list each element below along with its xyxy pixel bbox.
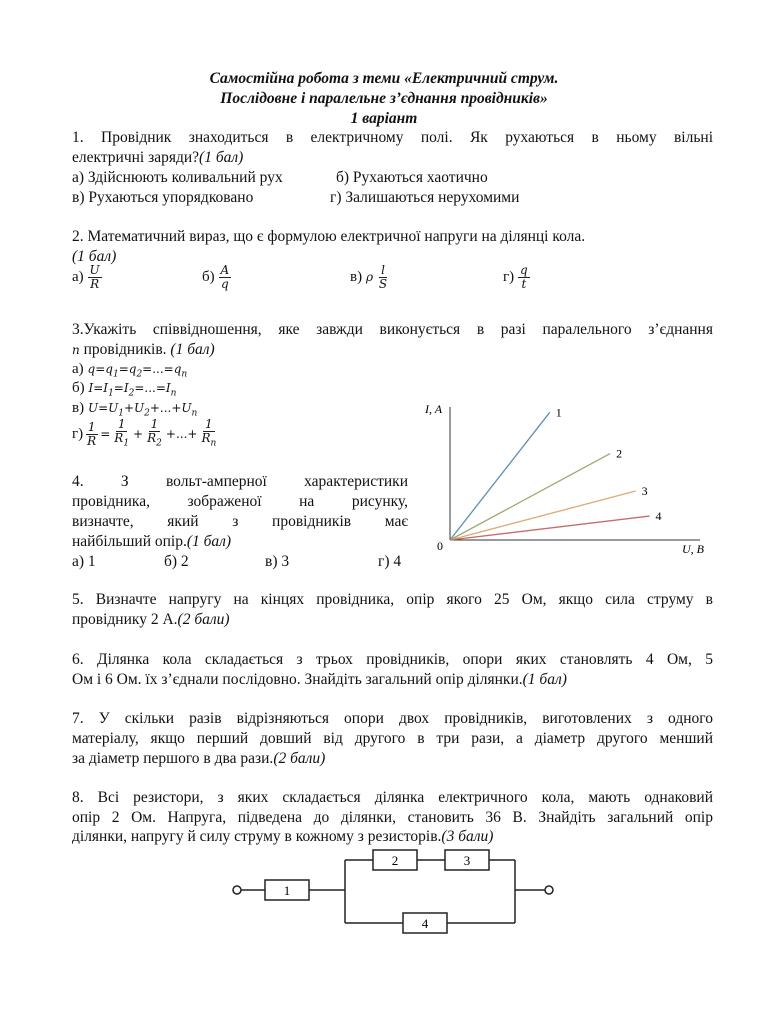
q3-equation-v (87, 401, 198, 419)
q7-points: (2 бали) (273, 750, 326, 767)
terminal-left (233, 886, 241, 894)
q2-g-denominator: t (521, 277, 527, 291)
circuit-diagram (225, 840, 565, 945)
q2-fraction-g (518, 264, 530, 291)
q7-text-line-1: 7. У скільки разів відрізняються опори двох провідників, виготовлених з одного (72, 710, 713, 727)
q3-fraction-r1 (112, 418, 131, 450)
q7-text-line-2: матеріалу, якщо перший довший від другого в три рази, а діаметр другого менший (72, 730, 713, 747)
q3-eq-b-part2: =I (113, 381, 129, 395)
terminal-right (545, 886, 553, 894)
q2-text: 2. Математичний вираз, що є формулою електричної напруги на ділянці кола. (72, 228, 586, 245)
q3-eq-b-part1: I=I (88, 381, 109, 395)
q4-text: найбільший опір. (72, 533, 187, 550)
q3-eq-a-part2: =q (118, 362, 137, 376)
q1-option-g: г) Залишаються нерухомими (330, 189, 520, 206)
q2-label-a: а) (72, 269, 84, 286)
q6-text-line-2 (72, 670, 567, 690)
q3-plus: + (133, 427, 144, 442)
q2-option-b (202, 264, 231, 291)
resistor-2-label: 2 (391, 853, 399, 868)
q2-label-g: г) (503, 269, 515, 286)
q3-eq-a-part1: q=q (87, 362, 113, 376)
q2-v-denominator: S (378, 277, 388, 291)
q1-text-line-1: 1. Провідник знаходиться в електричному полі. Як рухаються в ньому вільні (72, 129, 713, 146)
q4-text-line-2: провідника, зображеної на рисунку, (72, 493, 408, 510)
q3-option-g (72, 418, 218, 450)
q2-a-denominator: R (90, 277, 100, 291)
q3-rn-letter: R (201, 431, 211, 445)
q3-frac-r1-num: 1 (117, 417, 126, 431)
iv-characteristic-chart (420, 395, 720, 565)
q3-text-line-2 (72, 340, 215, 360)
q8-text-line-1: 8. Всі резистори, з яких складається ділянка електричного кола, мають однаковий (72, 789, 713, 806)
q3-eq-a-sub1: 1 (112, 369, 119, 380)
q1-option-b: б) Рухаються хаотично (336, 169, 488, 186)
q3-fraction-r2 (145, 418, 164, 450)
q5-text-line-2 (72, 610, 230, 630)
q3-points: (1 бал) (170, 341, 215, 358)
q2-label-b: б) (202, 269, 215, 286)
title-line-1: Самостійна робота з теми «Електричний струм. (209, 70, 559, 87)
q6-text: Ом і 6 Ом. їх з’єднали послідовно. Знайдіть загальний опір ділянки. (72, 671, 523, 688)
variant-label: 1 варіант (350, 110, 418, 127)
series-line-3 (450, 491, 636, 540)
q6-text-line-1: 6. Ділянка кола складається з трьох провідників, опори яких становлять 4 Ом, 5 (72, 651, 713, 668)
q2-option-a (72, 264, 102, 291)
q4-text-line-1: 4. З вольт-амперної характеристики (72, 473, 408, 490)
q7-text-line-3 (72, 749, 325, 769)
q5-text-line-1: 5. Визначте напругу на кінцях провідника, опір якого 25 Ом, якщо сила струму в (72, 591, 713, 608)
q3-eq-v-part2: +U (123, 401, 145, 415)
q3-eq-v-sub2: 2 (144, 408, 150, 419)
q4-text-line-3: визначте, який з провідників має (72, 513, 408, 530)
q2-g-numerator: q (520, 263, 528, 277)
q4-option-g: г) 4 (378, 553, 402, 570)
q3-r1-letter: R (114, 431, 124, 445)
q4-option-a: а) 1 (72, 553, 96, 570)
q3-equals: = (100, 427, 111, 442)
series-label-3: 3 (641, 484, 648, 499)
series-label-1: 1 (555, 405, 562, 420)
q8-text: ділянки, напругу й силу струму в кожному з резисторів. (72, 828, 442, 845)
q2-a-numerator: U (89, 263, 100, 277)
q2-label-v: в) (350, 269, 363, 286)
q3-label-b: б) (72, 380, 85, 396)
y-axis-label: I, A (425, 402, 443, 416)
q3-equation-a (87, 362, 188, 380)
q3-text: провідників. (83, 341, 167, 358)
q3-eq-v-part1: U=U (87, 401, 119, 415)
q3-eq-v-part3: +...+U (149, 401, 192, 415)
q3-text-line-1: 3.Укажіть співвідношення, яке завжди виконується в разі паралельного з’єднання (72, 321, 713, 338)
q3-frac-rn-num: 1 (205, 417, 213, 431)
q2-v-numerator: l (381, 263, 385, 277)
q3-eq-b-sub1: 1 (108, 388, 114, 399)
q2-option-v (350, 264, 389, 291)
x-axis-label: U, В (682, 542, 704, 556)
q4-points: (1 бал) (186, 533, 232, 550)
q3-equation-b (88, 381, 177, 399)
series-label-4: 4 (655, 509, 662, 524)
q3-fraction-rn (199, 418, 218, 450)
q3-eq-v-sub1: 1 (118, 408, 124, 419)
q3-label-v: в) (72, 400, 85, 416)
q3-dots: +...+ (165, 427, 198, 442)
q3-r1-sub: 1 (123, 438, 130, 449)
q3-eq-v-subn: n (191, 408, 198, 419)
series-line-4 (450, 516, 650, 540)
q3-n-variable: n (72, 343, 80, 357)
title-line-2: Послідовне і паралельне з’єднання провідників» (220, 90, 548, 107)
q3-eq-b-sub2: 2 (128, 388, 135, 399)
q2-points: (1 бал) (72, 248, 117, 265)
q3-frac-r2-num: 1 (150, 417, 159, 431)
q8-text-line-2: опір 2 Ом. Напруга, підведена до ділянки, становить 36 В. Знайдіть загальний опір (72, 809, 713, 826)
q6-points: (1 бал) (522, 671, 567, 688)
q4-option-b: б) 2 (164, 553, 189, 570)
q1-text-line-2 (72, 148, 243, 168)
q4-text-line-4 (72, 532, 231, 552)
q7-text: за діаметр першого в два рази. (72, 750, 274, 767)
q3-eq-b-subn: n (170, 388, 177, 399)
q2-rho: ρ (365, 270, 374, 285)
q3-label-g: г) (72, 425, 84, 442)
q2-fraction-b (219, 264, 232, 291)
q3-r2-letter: R (147, 431, 157, 445)
series-line-2 (450, 454, 610, 540)
q3-frac-rn-den (199, 432, 218, 450)
q2-b-numerator: A (220, 263, 230, 277)
series-label-2: 2 (616, 446, 623, 461)
q3-eq-a-subn: n (181, 369, 188, 380)
q3-eq-b-part3: =...=I (134, 381, 171, 395)
series-line-1 (450, 412, 550, 540)
origin-label: 0 (437, 539, 443, 553)
q5-text: провіднику 2 А. (72, 611, 178, 628)
q3-fraction-total (85, 421, 98, 448)
resistor-4-label: 4 (421, 916, 429, 931)
q3-eq-a-part3: =...=q (142, 362, 182, 376)
q1-option-a: а) Здійснюють коливальний рух (72, 169, 283, 186)
q5-points: (2 бали) (177, 611, 230, 628)
q2-b-denominator: q (221, 277, 229, 291)
resistor-1-label: 1 (283, 883, 291, 898)
q3-frac-r2-den (145, 432, 164, 450)
q1-points: (1 бал) (199, 149, 244, 166)
q3-frac-total-den: R (87, 433, 97, 448)
q2-option-g (503, 264, 530, 291)
q1-option-v: в) Рухаються упорядковано (72, 189, 254, 206)
q3-rn-sub: n (210, 438, 217, 449)
q2-fraction-a (88, 264, 102, 291)
q3-label-a: а) (72, 361, 84, 377)
q4-option-v: в) 3 (265, 553, 290, 570)
q2-fraction-v (377, 264, 389, 291)
q3-eq-a-sub2: 2 (136, 369, 143, 380)
q3-frac-total-num: 1 (87, 419, 96, 434)
resistor-3-label: 3 (463, 853, 471, 868)
q8-points: (3 бали) (441, 828, 494, 845)
q3-r2-sub: 2 (156, 438, 162, 449)
q3-frac-r1-den (112, 432, 131, 450)
q1-text: електричні заряди? (72, 149, 200, 166)
